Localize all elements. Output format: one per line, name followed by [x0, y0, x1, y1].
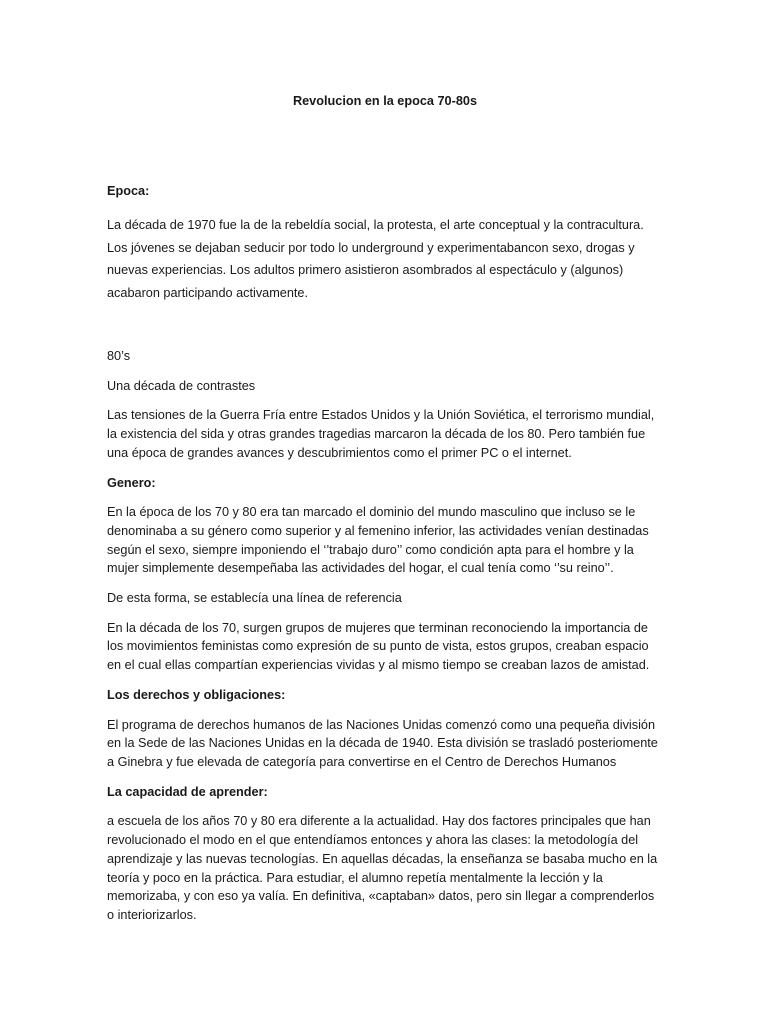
- document-page: [107, 92, 663, 925]
- derechos-paragraph: El programa de derechos humanos de las Naciones Unidas comenzó como una pequeña división en la Sede de las Naciones Unidas en la década de 1940. Esta división se trasladó posteriomente a Ginebra y fue elevada de categoría para convertirse en el Centro de Derechos Humanos: [107, 717, 658, 769]
- genero-paragraph-3: En la década de los 70, surgen grupos de mujeres que terminan reconociendo la importancia de los movimientos feministas como expresión de su punto de vista, estos grupos, creaban espacio en el cual ellas compartían experiencias vividas y al mismo tiempo se creaban lazos de amistad.: [107, 620, 650, 673]
- derechos-heading: Los derechos y obligaciones:: [107, 687, 286, 702]
- capacidad-heading: La capacidad de aprender:: [107, 784, 268, 799]
- epoca-heading: Epoca:: [107, 183, 150, 198]
- document-title: Revolucion en la epoca 70-80s: [292, 94, 478, 108]
- eighties-subheading: Una década de contrastes: [107, 378, 256, 393]
- capacidad-paragraph: a escuela de los años 70 y 80 era diferente a la actualidad. Hay dos factores principales que han revolucionado el modo en el que entendíamos entonces y ahora las clases: la metodología del aprendizaje y las nuevas tecnologías. En aquellas décadas, la enseñanza se basaba mucho en la teoría y poco en la práctica. Para estudiar, el alumno repetía mentalmente la lección y la memorizaba, y con eso ya valía. En definitiva, «captaban» datos, pero sin llegar a comprenderlos o interiorizarlos.: [107, 814, 658, 922]
- genero-paragraph-2: De esta forma, se establecía una línea de referencia: [107, 591, 402, 606]
- genero-heading: Genero:: [107, 475, 156, 490]
- genero-paragraph: En la época de los 70 y 80 era tan marcado el dominio del mundo masculino que incluso se le denominaba a su género como superior y al femenino inferior, las actividades venían destinadas según el sexo, siempre imponiendo el ‘’trabajo duro’’ como condición apta para el hombre y la mujer simplemente desempeñaba las actividades del hogar, el cual tenía como ‘’su reino’’.: [107, 505, 649, 576]
- epoca-paragraph: La década de 1970 fue la de la rebeldía social, la protesta, el arte conceptual y la contracultura. Los jóvenes se dejaban seducir por todo lo underground y experimentabancon sexo, drogas y nuevas experiencias. Los adultos primero asistieron asombrados al espectáculo y (algunos) acabaron participando activamente.: [107, 218, 644, 300]
- eighties-paragraph: Las tensiones de la Guerra Fría entre Estados Unidos y la Unión Soviética, el terrorismo mundial, la existencia del sida y otras grandes tragedias marcaron la década de los 80. Pero también fue una época de grandes avances y descubrimientos como el primer PC o el internet.: [107, 408, 655, 460]
- eighties-heading: 80’s: [107, 349, 131, 364]
